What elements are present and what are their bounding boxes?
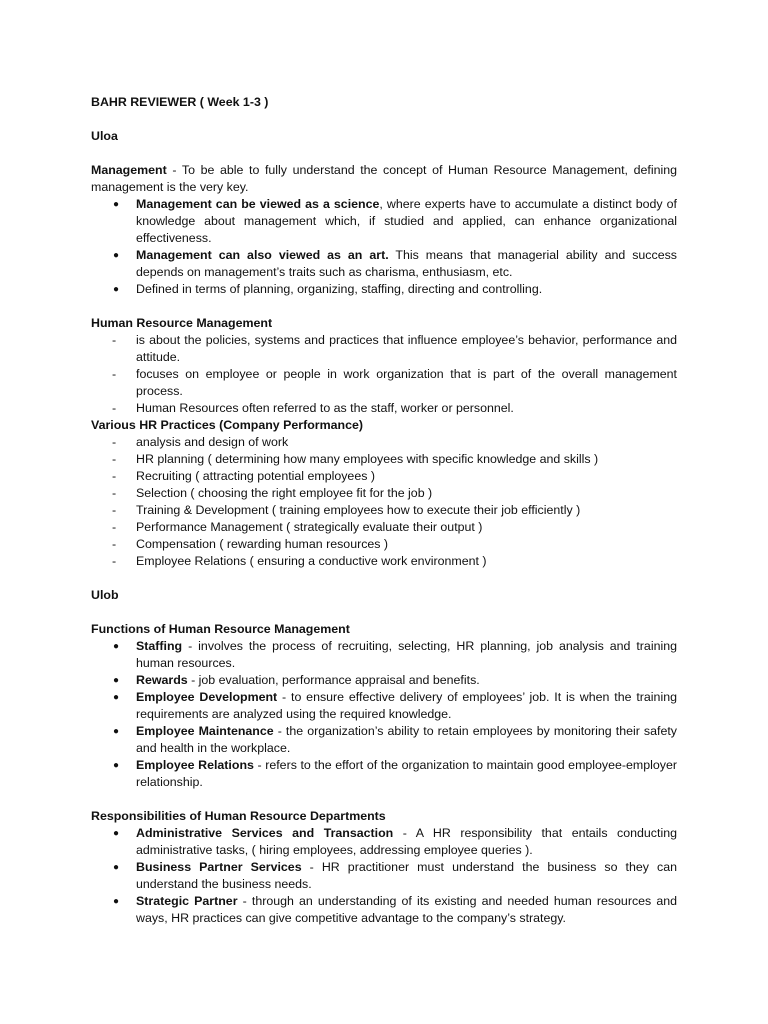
bullet-marker: ● bbox=[113, 692, 120, 703]
bullet-marker: ● bbox=[113, 250, 120, 261]
hr-practices-heading: Various HR Practices (Company Performance) bbox=[91, 418, 364, 432]
bullet-marker: ● bbox=[113, 675, 120, 686]
hrm-dash-list bbox=[91, 332, 677, 417]
list-item: ● Administrative Services and Transaction - A HR responsibility that entails conducting administrative tasks, ( hiring employees, addressing employee queries ). bbox=[113, 826, 677, 857]
bullet-marker: ● bbox=[113, 641, 120, 652]
list-item: ● Management can be viewed as a science, where experts have to accumulate a distinct body of knowledge about management which, if studied and applied, can enhance organizational effectiveness. bbox=[113, 197, 677, 245]
list-item: - Recruiting ( attracting potential employees ) bbox=[112, 469, 375, 483]
dash-marker: - bbox=[112, 537, 117, 551]
bullet-marker: ● bbox=[113, 726, 120, 737]
hr-responsibilities-list bbox=[91, 825, 677, 927]
management-definition bbox=[91, 162, 677, 196]
hr-practices-list bbox=[91, 434, 677, 570]
list-item: - HR planning ( determining how many employees with specific knowledge and skills ) bbox=[112, 452, 599, 466]
list-item: - Employee Relations ( ensuring a conductive work environment ) bbox=[112, 554, 487, 568]
list-item: ● Management can also viewed as an art. This means that managerial ability and success depends on management’s traits such as charisma, enthusiasm, etc. bbox=[113, 248, 677, 279]
list-item: - is about the policies, systems and practices that influence employee’s behavior, performance and attitude. bbox=[112, 333, 677, 364]
hrm-functions-heading: Functions of Human Resource Management bbox=[91, 622, 350, 636]
list-item: ● Defined in terms of planning, organizing, staffing, directing and controlling. bbox=[113, 282, 543, 296]
document-title: BAHR REVIEWER ( Week 1-3 ) bbox=[91, 95, 269, 109]
management-text: - To be able to fully understand the concept of Human Resource Management, defining management is the very key. bbox=[91, 163, 677, 194]
management-bullet-list bbox=[91, 196, 677, 298]
dash-marker: - bbox=[112, 486, 117, 500]
section-uloa-label: Uloa bbox=[91, 129, 118, 143]
dash-marker: - bbox=[112, 367, 117, 381]
list-item: ● Employee Maintenance - the organization’s ability to retain employees by monitoring their safety and health in the workplace. bbox=[113, 724, 677, 755]
list-item: - Training & Development ( training employees how to execute their job efficiently ) bbox=[112, 503, 581, 517]
hr-responsibilities-heading: Responsibilities of Human Resource Departments bbox=[91, 809, 386, 823]
bullet-marker: ● bbox=[113, 862, 120, 873]
dash-marker: - bbox=[112, 435, 117, 449]
dash-marker: - bbox=[112, 554, 117, 568]
list-item: - focuses on employee or people in work organization that is part of the overall management process. bbox=[112, 367, 677, 398]
list-item: ● Strategic Partner - through an understanding of its existing and needed human resources and ways, HR practices can give competitive advantage to the company’s strategy. bbox=[113, 894, 678, 925]
bullet-marker: ● bbox=[113, 896, 120, 907]
list-item: - Human Resources often referred to as the staff, worker or personnel. bbox=[112, 401, 514, 415]
list-item: ● Employee Relations - refers to the effort of the organization to maintain good employee-employer relationship. bbox=[113, 758, 677, 789]
list-item: - Performance Management ( strategically evaluate their output ) bbox=[112, 520, 483, 534]
dash-marker: - bbox=[112, 520, 117, 534]
list-item: ● Employee Development - to ensure effective delivery of employees’ job. It is when the training requirements are analyzed using the required knowledge. bbox=[113, 690, 677, 721]
dash-marker: - bbox=[112, 452, 117, 466]
list-item: - Compensation ( rewarding human resources ) bbox=[112, 537, 389, 551]
dash-marker: - bbox=[112, 503, 117, 517]
list-item: ● Rewards - job evaluation, performance appraisal and benefits. bbox=[113, 673, 480, 687]
hrm-functions-list bbox=[91, 638, 677, 791]
bullet-marker: ● bbox=[113, 828, 120, 839]
list-item: ● Business Partner Services - HR practitioner must understand the business so they can understand the business needs. bbox=[113, 860, 677, 891]
dash-marker: - bbox=[112, 333, 117, 347]
document-content bbox=[91, 94, 677, 927]
dash-marker: - bbox=[112, 401, 117, 415]
list-item: - analysis and design of work bbox=[112, 435, 289, 449]
bullet-marker: ● bbox=[113, 760, 120, 771]
bullet-marker: ● bbox=[113, 284, 120, 295]
dash-marker: - bbox=[112, 469, 117, 483]
section-ulob-label: Ulob bbox=[91, 588, 119, 602]
management-term: Management bbox=[91, 163, 167, 177]
bullet-marker: ● bbox=[113, 199, 120, 210]
hrm-heading: Human Resource Management bbox=[91, 316, 273, 330]
list-item: ● Staffing - involves the process of recruiting, selecting, HR planning, job analysis and training human resources. bbox=[113, 639, 677, 670]
list-item: - Selection ( choosing the right employee fit for the job ) bbox=[112, 486, 433, 500]
